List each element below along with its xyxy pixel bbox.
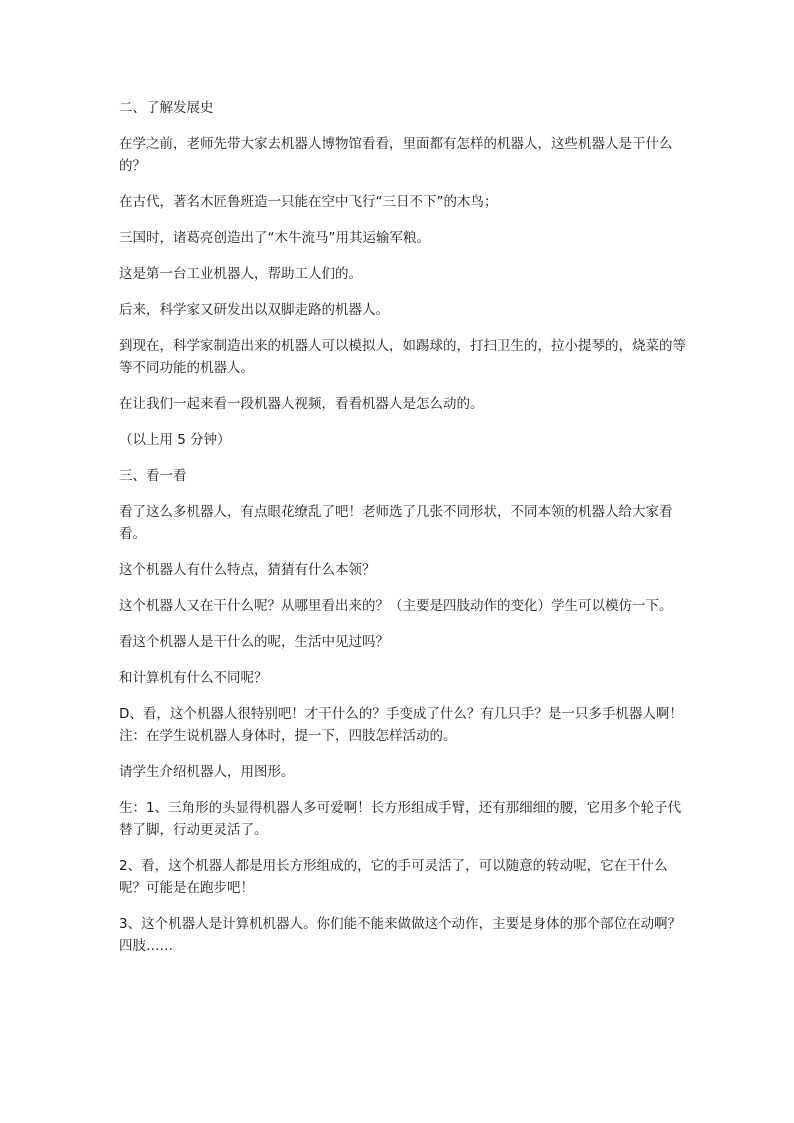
paragraph: 到现在，科学家制造出来的机器人可以模拟人，如踢球的，打扫卫生的，拉小提琴的，烧菜的等等不同功能的机器人。	[119, 338, 686, 376]
paragraph: 看了这么多机器人，有点眼花缭乱了吧！老师选了几张不同形状，不同本领的机器人给大家看看。	[119, 504, 673, 542]
paragraph: 2、看，这个机器人都是用长方形组成的，它的手可灵活了，可以随意的转动呢，它在干什么呢？可能是在跑步吧！	[119, 858, 668, 896]
paragraph: 后来，科学家又研发出以双脚走路的机器人。	[119, 302, 389, 318]
paragraph: 这个机器人又在干什么呢？从哪里看出来的？（主要是四肢动作的变化）学生可以模仿一下。	[119, 598, 673, 614]
paragraph: 生：1、三角形的头显得机器人多可爱啊！长方形组成手臂，还有那细细的腰，它用多个轮子代替了脚，行动更灵活了。	[119, 800, 682, 838]
section-heading-history: 二、了解发展史	[119, 100, 214, 116]
section-heading-look: 三、看一看	[119, 468, 187, 484]
document-body	[119, 97, 694, 971]
paragraph: 这个机器人有什么特点，猜猜有什么本领？	[119, 562, 376, 578]
paragraph: 三国时，诸葛亮创造出了“木牛流马”用其运输军粮。	[119, 230, 430, 246]
paragraph: 3、这个机器人是计算机机器人。你们能不能来做做这个动作，主要是身体的那个部位在动啊？四肢……	[119, 916, 682, 954]
paragraph: 请学生介绍机器人，用图形。	[119, 764, 295, 780]
paragraph: 看这个机器人是干什么的呢，生活中见过吗？	[119, 634, 389, 650]
paragraph: D、看，这个机器人很特别吧！才干什么的？手变成了什么？有几只手？是一只多手机器人啊！注：在学生说机器人身体时，提一下，四肢怎样活动的。	[119, 706, 683, 744]
paragraph: 这是第一台工业机器人，帮助工人们的。	[119, 266, 362, 282]
paragraph: 和计算机有什么不同呢？	[119, 670, 268, 686]
paragraph: 在让我们一起来看一段机器人视频，看看机器人是怎么动的。	[119, 396, 484, 412]
time-note: （以上用 5 分钟）	[119, 432, 231, 448]
paragraph: 在古代，著名木匠鲁班造一只能在空中飞行“三日不下”的木鸟；	[119, 194, 498, 210]
paragraph: 在学之前，老师先带大家去机器人博物馆看看，里面都有怎样的机器人，这些机器人是干什么的？	[119, 136, 673, 174]
